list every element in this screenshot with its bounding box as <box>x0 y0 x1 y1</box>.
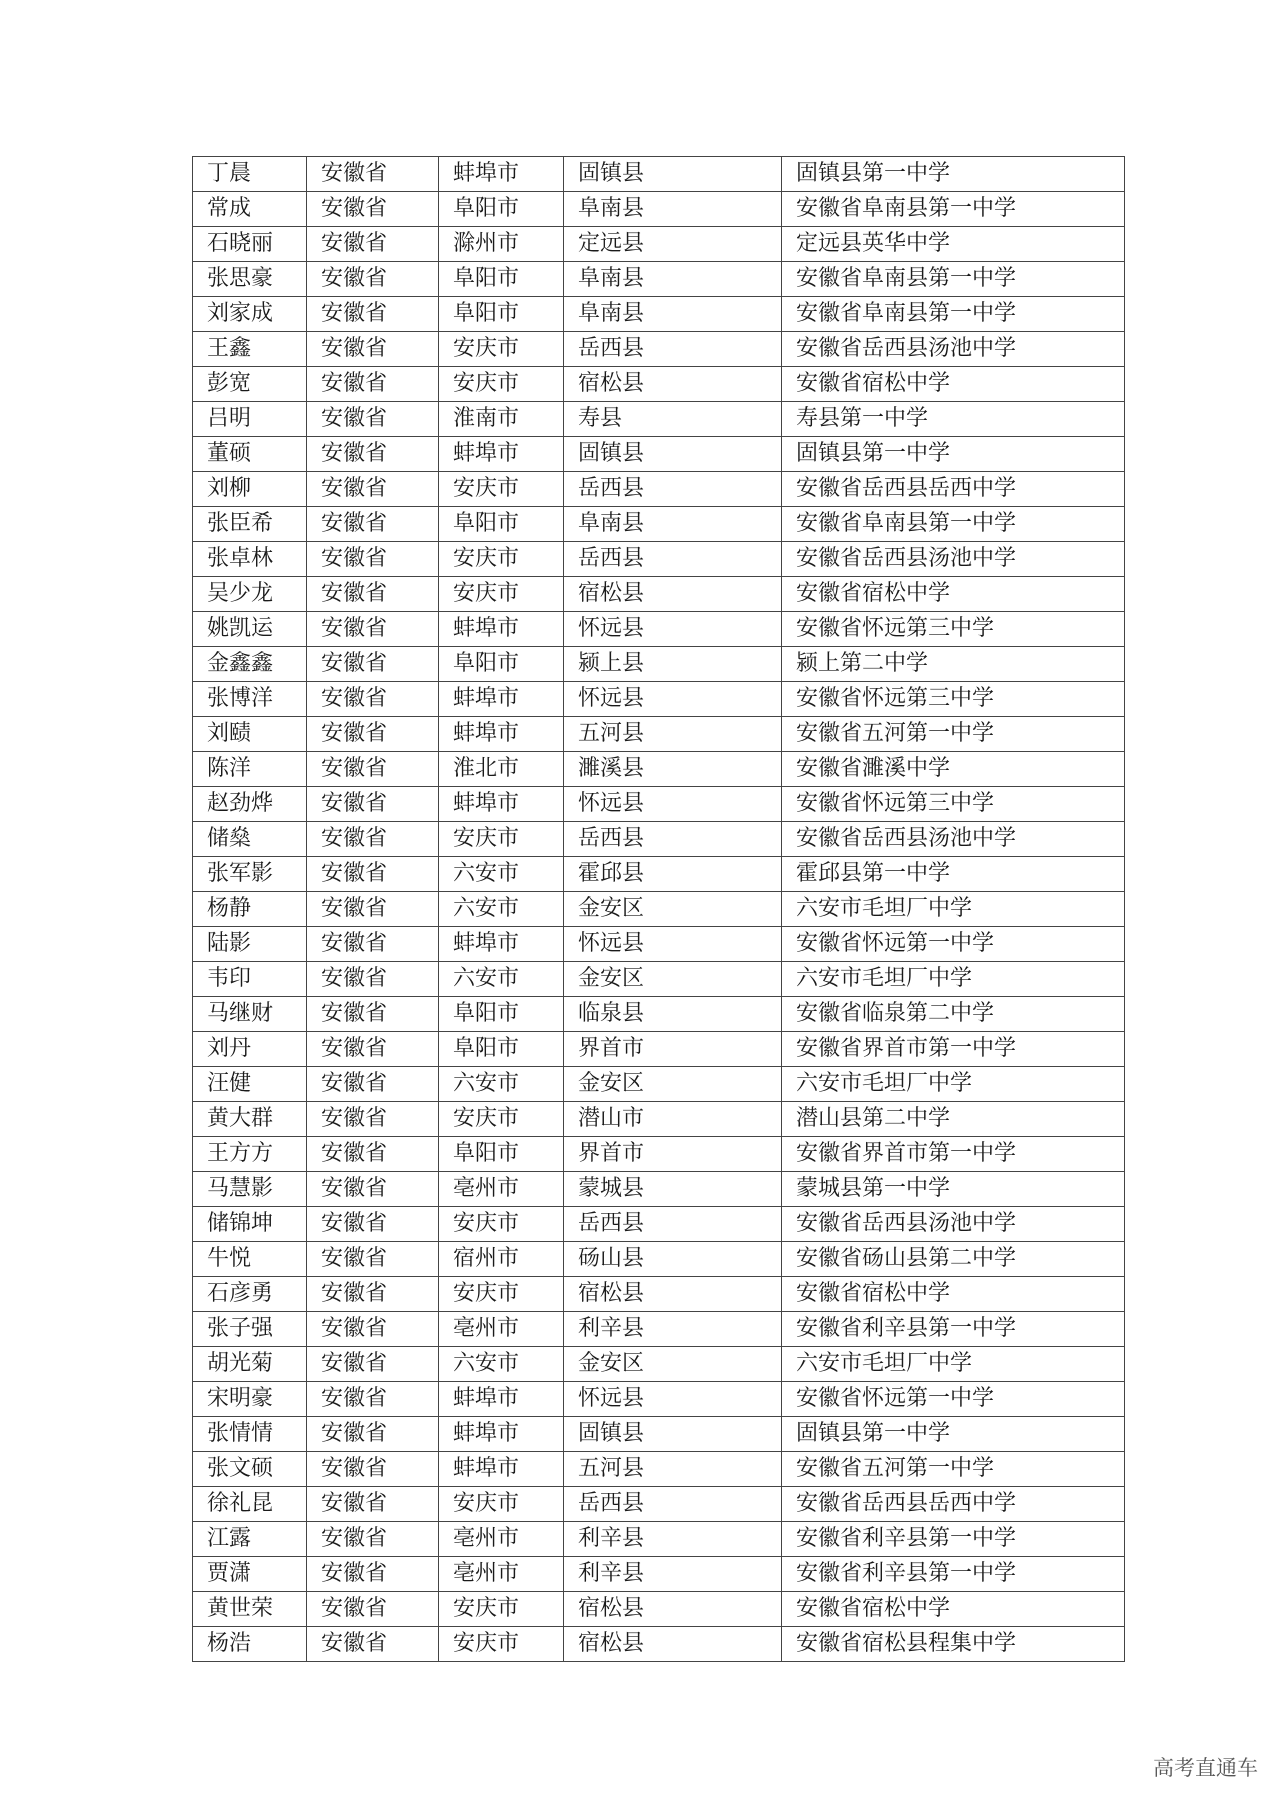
school-cell: 安徽省岳西县岳西中学 <box>782 1487 1125 1522</box>
name-cell: 金鑫鑫 <box>193 647 307 682</box>
province-cell: 安徽省 <box>307 927 439 962</box>
province-cell: 安徽省 <box>307 262 439 297</box>
school-cell: 六安市毛坦厂中学 <box>782 962 1125 997</box>
school-cell: 安徽省宿松中学 <box>782 1277 1125 1312</box>
table-row <box>193 717 1125 752</box>
name-cell: 吕明 <box>193 402 307 437</box>
city-cell: 六安市 <box>439 1347 564 1382</box>
school-cell: 安徽省宿松中学 <box>782 1592 1125 1627</box>
table-row <box>193 647 1125 682</box>
city-cell: 蚌埠市 <box>439 437 564 472</box>
table-row <box>193 192 1125 227</box>
school-cell: 安徽省利辛县第一中学 <box>782 1312 1125 1347</box>
county-cell: 利辛县 <box>564 1522 782 1557</box>
name-cell: 储锦坤 <box>193 1207 307 1242</box>
county-cell: 岳西县 <box>564 542 782 577</box>
province-cell: 安徽省 <box>307 682 439 717</box>
province-cell: 安徽省 <box>307 892 439 927</box>
table-row <box>193 1627 1125 1662</box>
province-cell: 安徽省 <box>307 1627 439 1662</box>
school-cell: 安徽省岳西县汤池中学 <box>782 332 1125 367</box>
county-cell: 利辛县 <box>564 1557 782 1592</box>
county-cell: 阜南县 <box>564 297 782 332</box>
province-cell: 安徽省 <box>307 857 439 892</box>
table-row <box>193 262 1125 297</box>
table-row <box>193 1522 1125 1557</box>
province-cell: 安徽省 <box>307 1242 439 1277</box>
school-cell: 颍上第二中学 <box>782 647 1125 682</box>
city-cell: 六安市 <box>439 857 564 892</box>
name-cell: 丁晨 <box>193 157 307 192</box>
province-cell: 安徽省 <box>307 997 439 1032</box>
school-cell: 安徽省濉溪中学 <box>782 752 1125 787</box>
city-cell: 阜阳市 <box>439 507 564 542</box>
province-cell: 安徽省 <box>307 297 439 332</box>
city-cell: 安庆市 <box>439 1207 564 1242</box>
province-cell: 安徽省 <box>307 1487 439 1522</box>
school-cell: 安徽省岳西县汤池中学 <box>782 542 1125 577</box>
school-cell: 安徽省阜南县第一中学 <box>782 262 1125 297</box>
table-row <box>193 1032 1125 1067</box>
province-cell: 安徽省 <box>307 1137 439 1172</box>
table-row <box>193 892 1125 927</box>
province-cell: 安徽省 <box>307 1102 439 1137</box>
county-cell: 金安区 <box>564 1067 782 1102</box>
province-cell: 安徽省 <box>307 1592 439 1627</box>
city-cell: 阜阳市 <box>439 647 564 682</box>
table-row <box>193 157 1125 192</box>
school-cell: 安徽省五河第一中学 <box>782 1452 1125 1487</box>
name-cell: 彭宽 <box>193 367 307 402</box>
city-cell: 阜阳市 <box>439 262 564 297</box>
province-cell: 安徽省 <box>307 1522 439 1557</box>
name-cell: 徐礼昆 <box>193 1487 307 1522</box>
county-cell: 固镇县 <box>564 157 782 192</box>
city-cell: 亳州市 <box>439 1522 564 1557</box>
county-cell: 金安区 <box>564 892 782 927</box>
province-cell: 安徽省 <box>307 577 439 612</box>
table-row <box>193 402 1125 437</box>
table-row <box>193 1242 1125 1277</box>
table-row <box>193 822 1125 857</box>
county-cell: 五河县 <box>564 717 782 752</box>
county-cell: 岳西县 <box>564 1487 782 1522</box>
city-cell: 安庆市 <box>439 1487 564 1522</box>
name-cell: 韦印 <box>193 962 307 997</box>
city-cell: 安庆市 <box>439 822 564 857</box>
county-cell: 定远县 <box>564 227 782 262</box>
school-cell: 安徽省怀远第三中学 <box>782 612 1125 647</box>
city-cell: 安庆市 <box>439 472 564 507</box>
city-cell: 安庆市 <box>439 367 564 402</box>
table-row <box>193 1592 1125 1627</box>
city-cell: 宿州市 <box>439 1242 564 1277</box>
name-cell: 张博洋 <box>193 682 307 717</box>
table-row <box>193 612 1125 647</box>
city-cell: 亳州市 <box>439 1557 564 1592</box>
city-cell: 安庆市 <box>439 1627 564 1662</box>
province-cell: 安徽省 <box>307 1452 439 1487</box>
name-cell: 陆影 <box>193 927 307 962</box>
province-cell: 安徽省 <box>307 192 439 227</box>
school-cell: 安徽省怀远第三中学 <box>782 682 1125 717</box>
county-cell: 阜南县 <box>564 507 782 542</box>
name-cell: 张卓林 <box>193 542 307 577</box>
school-cell: 安徽省临泉第二中学 <box>782 997 1125 1032</box>
province-cell: 安徽省 <box>307 402 439 437</box>
name-cell: 姚凯运 <box>193 612 307 647</box>
county-cell: 怀远县 <box>564 612 782 647</box>
province-cell: 安徽省 <box>307 1172 439 1207</box>
county-cell: 固镇县 <box>564 1417 782 1452</box>
table-row <box>193 1487 1125 1522</box>
city-cell: 安庆市 <box>439 1102 564 1137</box>
county-cell: 宿松县 <box>564 1627 782 1662</box>
table-row <box>193 297 1125 332</box>
city-cell: 安庆市 <box>439 1592 564 1627</box>
name-cell: 陈洋 <box>193 752 307 787</box>
name-cell: 石彦勇 <box>193 1277 307 1312</box>
table-row <box>193 1137 1125 1172</box>
county-cell: 五河县 <box>564 1452 782 1487</box>
name-cell: 马继财 <box>193 997 307 1032</box>
county-cell: 金安区 <box>564 962 782 997</box>
city-cell: 阜阳市 <box>439 192 564 227</box>
city-cell: 蚌埠市 <box>439 612 564 647</box>
school-cell: 固镇县第一中学 <box>782 157 1125 192</box>
school-cell: 安徽省阜南县第一中学 <box>782 297 1125 332</box>
county-cell: 岳西县 <box>564 822 782 857</box>
city-cell: 安庆市 <box>439 332 564 367</box>
school-cell: 固镇县第一中学 <box>782 1417 1125 1452</box>
table-row <box>193 542 1125 577</box>
table-row <box>193 1382 1125 1417</box>
table-row <box>193 1067 1125 1102</box>
school-cell: 安徽省界首市第一中学 <box>782 1137 1125 1172</box>
city-cell: 蚌埠市 <box>439 1417 564 1452</box>
table-row <box>193 1557 1125 1592</box>
name-cell: 张子强 <box>193 1312 307 1347</box>
county-cell: 怀远县 <box>564 682 782 717</box>
county-cell: 寿县 <box>564 402 782 437</box>
name-cell: 宋明豪 <box>193 1382 307 1417</box>
name-cell: 常成 <box>193 192 307 227</box>
table-row <box>193 927 1125 962</box>
city-cell: 蚌埠市 <box>439 1382 564 1417</box>
table-row <box>193 857 1125 892</box>
school-cell: 安徽省宿松中学 <box>782 577 1125 612</box>
county-cell: 怀远县 <box>564 927 782 962</box>
province-cell: 安徽省 <box>307 647 439 682</box>
province-cell: 安徽省 <box>307 752 439 787</box>
school-cell: 安徽省界首市第一中学 <box>782 1032 1125 1067</box>
school-cell: 安徽省宿松中学 <box>782 367 1125 402</box>
school-cell: 安徽省阜南县第一中学 <box>782 507 1125 542</box>
province-cell: 安徽省 <box>307 367 439 402</box>
county-cell: 阜南县 <box>564 192 782 227</box>
school-cell: 安徽省岳西县汤池中学 <box>782 822 1125 857</box>
city-cell: 蚌埠市 <box>439 157 564 192</box>
school-cell: 六安市毛坦厂中学 <box>782 892 1125 927</box>
table-row <box>193 332 1125 367</box>
city-cell: 六安市 <box>439 1067 564 1102</box>
table-row <box>193 1172 1125 1207</box>
name-cell: 吴少龙 <box>193 577 307 612</box>
school-cell: 定远县英华中学 <box>782 227 1125 262</box>
table-row <box>193 1452 1125 1487</box>
name-cell: 江露 <box>193 1522 307 1557</box>
table-row <box>193 1417 1125 1452</box>
county-cell: 宿松县 <box>564 1277 782 1312</box>
city-cell: 蚌埠市 <box>439 682 564 717</box>
school-cell: 安徽省岳西县汤池中学 <box>782 1207 1125 1242</box>
name-cell: 张臣希 <box>193 507 307 542</box>
province-cell: 安徽省 <box>307 157 439 192</box>
city-cell: 亳州市 <box>439 1172 564 1207</box>
table-row <box>193 1102 1125 1137</box>
county-cell: 砀山县 <box>564 1242 782 1277</box>
city-cell: 蚌埠市 <box>439 927 564 962</box>
school-cell: 固镇县第一中学 <box>782 437 1125 472</box>
county-cell: 固镇县 <box>564 437 782 472</box>
name-cell: 张情情 <box>193 1417 307 1452</box>
roster-table-body <box>193 157 1125 1662</box>
name-cell: 张军影 <box>193 857 307 892</box>
table-row <box>193 787 1125 822</box>
school-cell: 六安市毛坦厂中学 <box>782 1067 1125 1102</box>
school-cell: 安徽省岳西县岳西中学 <box>782 472 1125 507</box>
watermark-text: 高考直通车 <box>1153 1756 1258 1780</box>
city-cell: 淮北市 <box>439 752 564 787</box>
province-cell: 安徽省 <box>307 472 439 507</box>
table-row <box>193 682 1125 717</box>
county-cell: 宿松县 <box>564 367 782 402</box>
table-row <box>193 437 1125 472</box>
name-cell: 汪健 <box>193 1067 307 1102</box>
name-cell: 董硕 <box>193 437 307 472</box>
city-cell: 淮南市 <box>439 402 564 437</box>
province-cell: 安徽省 <box>307 787 439 822</box>
city-cell: 安庆市 <box>439 1277 564 1312</box>
city-cell: 蚌埠市 <box>439 787 564 822</box>
province-cell: 安徽省 <box>307 227 439 262</box>
city-cell: 滁州市 <box>439 227 564 262</box>
name-cell: 黄大群 <box>193 1102 307 1137</box>
county-cell: 界首市 <box>564 1137 782 1172</box>
city-cell: 阜阳市 <box>439 1137 564 1172</box>
name-cell: 杨浩 <box>193 1627 307 1662</box>
city-cell: 六安市 <box>439 892 564 927</box>
province-cell: 安徽省 <box>307 332 439 367</box>
name-cell: 牛悦 <box>193 1242 307 1277</box>
city-cell: 安庆市 <box>439 577 564 612</box>
city-cell: 蚌埠市 <box>439 1452 564 1487</box>
name-cell: 石晓丽 <box>193 227 307 262</box>
county-cell: 界首市 <box>564 1032 782 1067</box>
school-cell: 寿县第一中学 <box>782 402 1125 437</box>
name-cell: 王方方 <box>193 1137 307 1172</box>
province-cell: 安徽省 <box>307 542 439 577</box>
province-cell: 安徽省 <box>307 1067 439 1102</box>
school-cell: 安徽省砀山县第二中学 <box>782 1242 1125 1277</box>
province-cell: 安徽省 <box>307 717 439 752</box>
school-cell: 霍邱县第一中学 <box>782 857 1125 892</box>
county-cell: 蒙城县 <box>564 1172 782 1207</box>
name-cell: 刘柳 <box>193 472 307 507</box>
table-row <box>193 997 1125 1032</box>
province-cell: 安徽省 <box>307 612 439 647</box>
name-cell: 储燊 <box>193 822 307 857</box>
table-row <box>193 227 1125 262</box>
name-cell: 王鑫 <box>193 332 307 367</box>
province-cell: 安徽省 <box>307 1557 439 1592</box>
county-cell: 金安区 <box>564 1347 782 1382</box>
county-cell: 岳西县 <box>564 332 782 367</box>
county-cell: 阜南县 <box>564 262 782 297</box>
county-cell: 颍上县 <box>564 647 782 682</box>
name-cell: 赵劲烨 <box>193 787 307 822</box>
name-cell: 胡光菊 <box>193 1347 307 1382</box>
province-cell: 安徽省 <box>307 1382 439 1417</box>
province-cell: 安徽省 <box>307 1032 439 1067</box>
school-cell: 安徽省宿松县程集中学 <box>782 1627 1125 1662</box>
province-cell: 安徽省 <box>307 1347 439 1382</box>
school-cell: 蒙城县第一中学 <box>782 1172 1125 1207</box>
city-cell: 安庆市 <box>439 542 564 577</box>
county-cell: 临泉县 <box>564 997 782 1032</box>
province-cell: 安徽省 <box>307 962 439 997</box>
school-cell: 六安市毛坦厂中学 <box>782 1347 1125 1382</box>
county-cell: 怀远县 <box>564 787 782 822</box>
name-cell: 张思豪 <box>193 262 307 297</box>
name-cell: 刘赜 <box>193 717 307 752</box>
table-row <box>193 472 1125 507</box>
table-row <box>193 507 1125 542</box>
table-row <box>193 1312 1125 1347</box>
name-cell: 黄世荣 <box>193 1592 307 1627</box>
school-cell: 安徽省怀远第一中学 <box>782 1382 1125 1417</box>
table-row <box>193 1347 1125 1382</box>
name-cell: 刘家成 <box>193 297 307 332</box>
school-cell: 潜山县第二中学 <box>782 1102 1125 1137</box>
name-cell: 贾潇 <box>193 1557 307 1592</box>
county-cell: 宿松县 <box>564 1592 782 1627</box>
province-cell: 安徽省 <box>307 1207 439 1242</box>
province-cell: 安徽省 <box>307 1312 439 1347</box>
table-row <box>193 577 1125 612</box>
province-cell: 安徽省 <box>307 507 439 542</box>
province-cell: 安徽省 <box>307 437 439 472</box>
county-cell: 潜山市 <box>564 1102 782 1137</box>
school-cell: 安徽省利辛县第一中学 <box>782 1522 1125 1557</box>
city-cell: 亳州市 <box>439 1312 564 1347</box>
name-cell: 杨静 <box>193 892 307 927</box>
table-row <box>193 1277 1125 1312</box>
province-cell: 安徽省 <box>307 1277 439 1312</box>
school-cell: 安徽省五河第一中学 <box>782 717 1125 752</box>
county-cell: 濉溪县 <box>564 752 782 787</box>
city-cell: 阜阳市 <box>439 297 564 332</box>
province-cell: 安徽省 <box>307 1417 439 1452</box>
city-cell: 六安市 <box>439 962 564 997</box>
school-cell: 安徽省怀远第一中学 <box>782 927 1125 962</box>
county-cell: 霍邱县 <box>564 857 782 892</box>
name-cell: 马慧影 <box>193 1172 307 1207</box>
city-cell: 蚌埠市 <box>439 717 564 752</box>
table-row <box>193 752 1125 787</box>
city-cell: 阜阳市 <box>439 1032 564 1067</box>
school-cell: 安徽省怀远第三中学 <box>782 787 1125 822</box>
table-row <box>193 1207 1125 1242</box>
county-cell: 岳西县 <box>564 1207 782 1242</box>
table-row <box>193 962 1125 997</box>
table-row <box>193 367 1125 402</box>
county-cell: 怀远县 <box>564 1382 782 1417</box>
county-cell: 宿松县 <box>564 577 782 612</box>
roster-table <box>192 156 1125 1662</box>
school-cell: 安徽省阜南县第一中学 <box>782 192 1125 227</box>
name-cell: 刘丹 <box>193 1032 307 1067</box>
school-cell: 安徽省利辛县第一中学 <box>782 1557 1125 1592</box>
city-cell: 阜阳市 <box>439 997 564 1032</box>
province-cell: 安徽省 <box>307 822 439 857</box>
county-cell: 利辛县 <box>564 1312 782 1347</box>
county-cell: 岳西县 <box>564 472 782 507</box>
name-cell: 张文硕 <box>193 1452 307 1487</box>
